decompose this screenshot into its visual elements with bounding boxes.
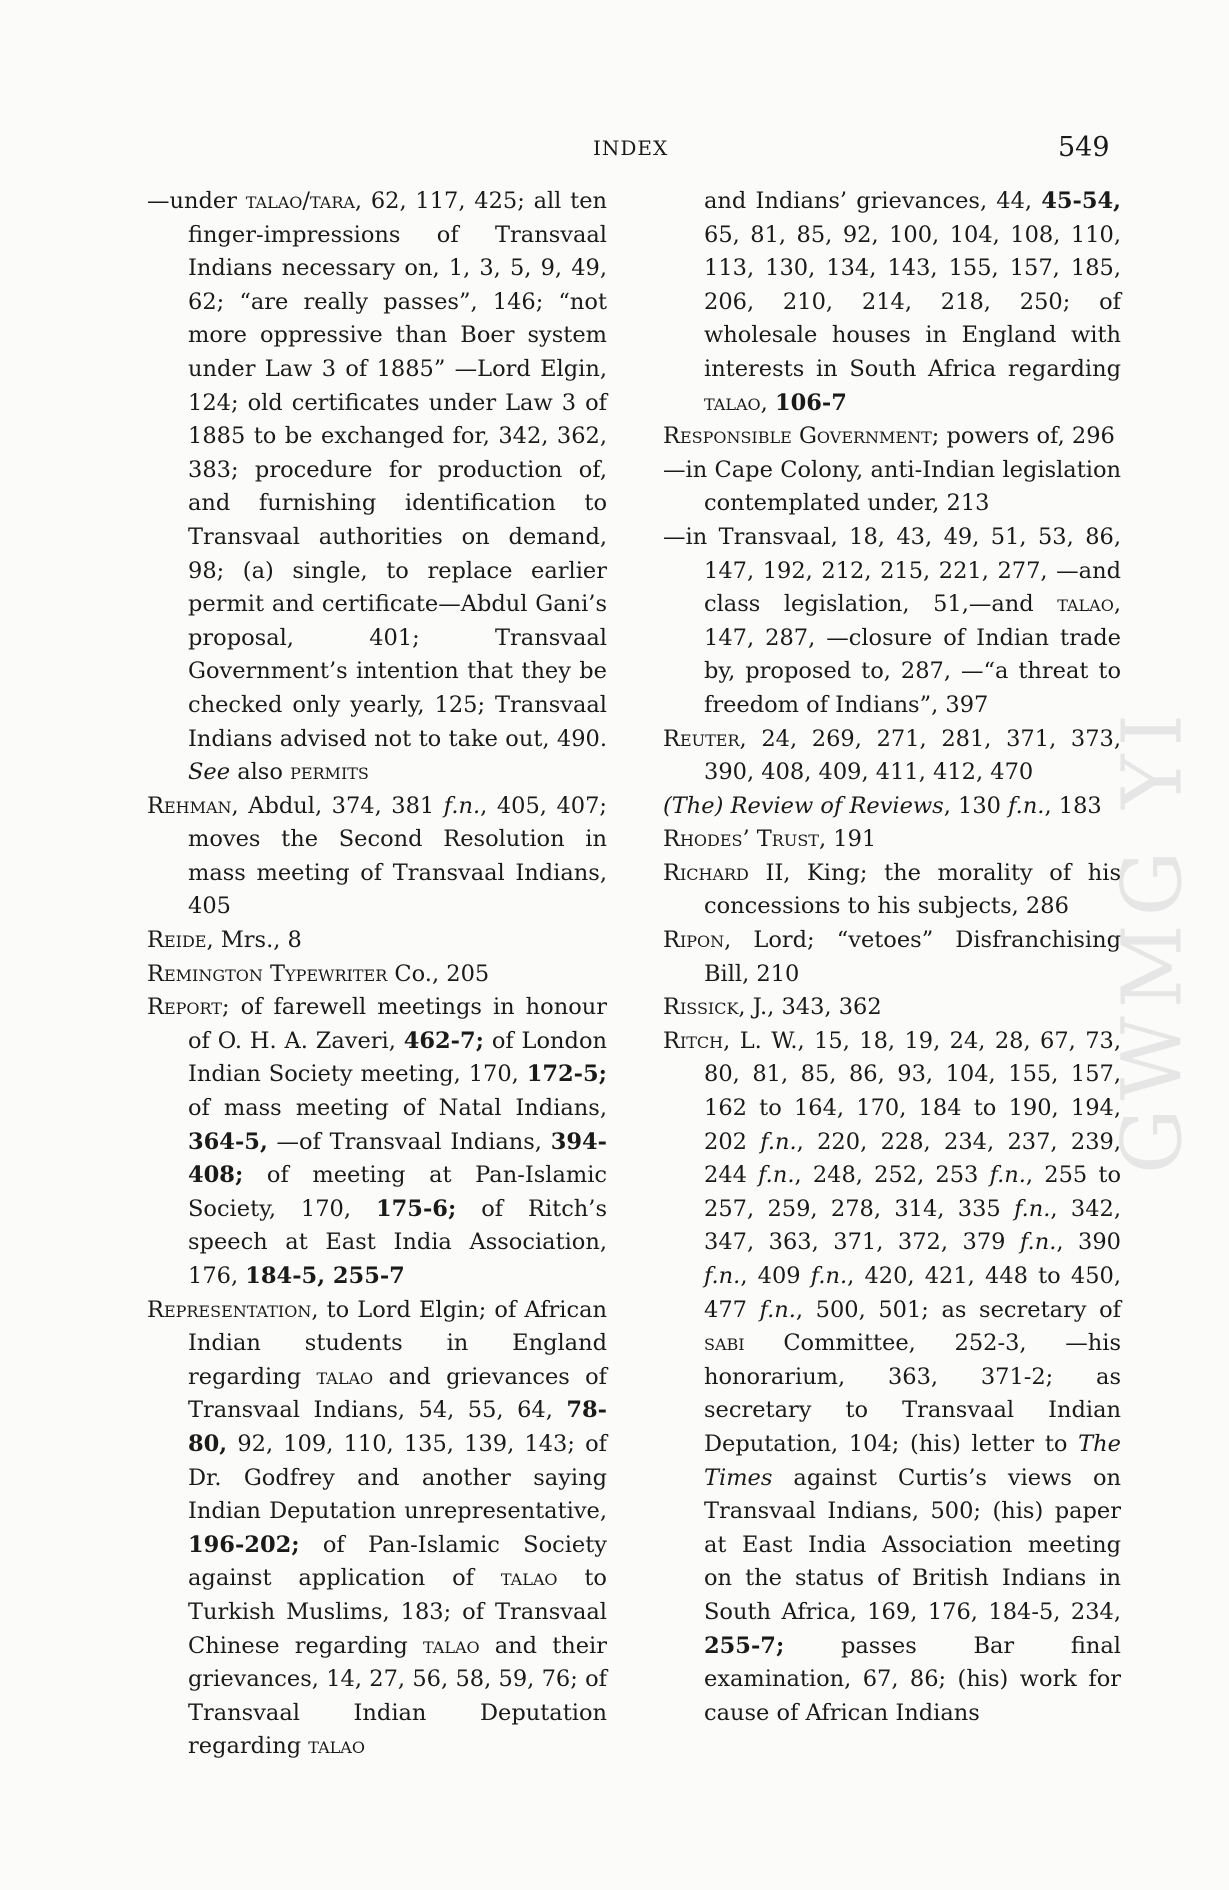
entry-text: , L. W., 15, 18, 19, 24, 28, 67, 73, 80, 81, 85, 86, 93, 104, 155, 157, 162 to 164, 170, 184 to 190, 194, 202 [704, 1027, 1121, 1155]
entry-text: , [760, 389, 775, 416]
entry-text: of meeting at Pan-Islamic Society, 170, [188, 1162, 607, 1222]
entry-text: 364-5, [188, 1128, 268, 1155]
entry-text: , 500, 501; as secretary of [795, 1296, 1121, 1323]
entry-text: ; powers of, 296 [931, 423, 1115, 450]
entry-text: , 220, 228, 234, 237, 239, 244 [704, 1128, 1121, 1189]
entry-text: against Curtis’s views on Transvaal Indians, 500; (his) paper at East India Association meeting on the status of British Indians in South Africa, 169, 176, 184-5, 234, [704, 1464, 1121, 1625]
page-number: 549 [1058, 132, 1110, 163]
entry-text: 255-7; [704, 1632, 785, 1659]
entry-text: , 420, 421, 448 to 450, 477 [704, 1263, 1121, 1323]
entry-text: , Abdul, 374, 381 [231, 792, 444, 819]
entry-text: —in Cape Colony, anti-Indian legislation contemplated under, 213 [663, 456, 1121, 517]
entry-text: See [188, 759, 231, 786]
entry-text: Report [147, 994, 222, 1021]
index-entry-ritch [663, 1025, 1121, 1730]
index-entry-continued [663, 185, 1121, 420]
index-entry-cape-colony [663, 454, 1121, 521]
entry-text: to Turkish Muslims, 183; of Transvaal Chinese regarding [188, 1565, 607, 1659]
entry-text: talao [422, 1632, 480, 1659]
entry-text: f.n. [758, 1162, 795, 1189]
entry-text: Remington Typewriter [147, 960, 388, 987]
entry-text: Reide [147, 927, 207, 954]
entry-text: of Pan-Islamic Society against application of [188, 1531, 607, 1592]
entry-text: , to Lord Elgin; of African Indian students in England regarding [188, 1296, 607, 1390]
entry-text: , J., 343, 362 [738, 994, 882, 1021]
entry-text: talao [1057, 591, 1114, 618]
entry-text: —of Transvaal Indians, [267, 1128, 551, 1155]
index-entry-reuter [663, 723, 1121, 790]
entry-text: f.n. [810, 1263, 848, 1289]
entry-text: , 24, 269, 271, 281, 371, 373, 390, 408, 409, 411, 412, 470 [704, 725, 1121, 786]
entry-text: 45-54, [1041, 188, 1121, 214]
entry-text: , 183 [1044, 792, 1102, 819]
entry-text: Ripon [663, 927, 725, 954]
entry-text: of London Indian Society meeting, 170, [188, 1027, 607, 1088]
entry-text: 92, 109, 110, 135, 139, 143; of Dr. Godfrey and another saying Indian Deputation unrepresentative, [188, 1430, 607, 1525]
entry-text: , 342, 347, 363, 371, 372, 379 [704, 1195, 1121, 1256]
entry-text: permits [290, 759, 369, 786]
entry-text: 65, 81, 85, 92, 100, 104, 108, 110, 113, 130, 134, 143, 155, 157, 185, 206, 210, 214, 218, 250; of wholesale houses in England with interests in South Africa regarding [704, 221, 1121, 382]
entry-text: Co., 205 [387, 960, 490, 987]
entry-text: 172-5; [526, 1061, 607, 1088]
entry-text: and Indians’ grievances, 44, [704, 188, 1042, 214]
entry-text: Rhodes’ Trust [663, 826, 819, 853]
entry-text: Representation [147, 1296, 312, 1323]
entry-text: sabi [704, 1330, 745, 1357]
entry-text: and grievances of Transvaal Indians, 54, 55, 64, [188, 1363, 608, 1424]
index-entry-rissick [663, 991, 1121, 1025]
entry-text: talao [704, 389, 761, 416]
entry-text: Reuter [663, 725, 740, 752]
entry-text: 462-7; [403, 1027, 484, 1054]
index-entry-under-talao [147, 185, 607, 790]
page-header [0, 132, 1229, 172]
index-column-left [147, 185, 607, 1764]
running-head: INDEX [593, 136, 669, 160]
index-column-right [663, 185, 1121, 1730]
index-entry-reide [147, 924, 607, 958]
entry-text: 106-7 [774, 389, 847, 416]
entry-text: of mass meeting of Natal Indians, [188, 1095, 607, 1122]
entry-text: , 248, 252, 253 [794, 1162, 990, 1189]
entry-text: II, King; the morality of his concessions to his subjects, 286 [704, 859, 1121, 920]
entry-text: Responsible Government [663, 423, 932, 450]
entry-text: —under [147, 188, 246, 214]
entry-text: Rehman [147, 792, 232, 819]
entry-text: 196-202; [188, 1531, 300, 1558]
entry-text: , 409 [740, 1263, 811, 1289]
index-entry-remington [147, 958, 607, 992]
entry-text: , Lord; “vetoes” Disfranchising Bill, 210 [704, 927, 1121, 987]
index-entry-review-of-reviews [663, 790, 1121, 824]
entry-text: of Ritch’s speech at East India Association, 176, [188, 1195, 607, 1289]
entry-text: Richard [663, 859, 749, 886]
entry-text: , 255 to 257, 259, 278, 314, 335 [704, 1162, 1121, 1222]
index-entry-ripon [663, 924, 1121, 991]
entry-text: The Times [704, 1430, 1121, 1491]
entry-text: 394-408; [188, 1128, 607, 1189]
entry-text: f.n. [704, 1263, 741, 1289]
entry-text: , 62, 117, 425; all ten finger-impressions of Transvaal Indians necessary on, 1, 3, 5, 9, 49, 62; “are really passes”, 146; “not more oppressive than Boer system under Law 3 of 1885” —Lord Elgin, 124; old certificates under Law 3 of 1885 to be exchanged for, 342, 362, 383; procedure for production of, and furnishing identification to Transvaal authorities on demand, 98; (a) single, to replace earlier permit and certificate—Abdul Gani’s proposal, 401; Transvaal Government’s intention that they be checked only yearly, 125; Transvaal Indians advised not to take out, 490. [188, 188, 607, 752]
entry-text: Ritch [663, 1027, 724, 1054]
entry-text: talao [500, 1565, 558, 1592]
index-entry-transvaal [663, 521, 1121, 723]
entry-text: Rissick [663, 994, 739, 1021]
entry-text: ; of farewell meetings in honour of O. H. A. Zaveri, [188, 994, 607, 1054]
entry-text: 78-80, [188, 1397, 607, 1457]
index-entry-report [147, 991, 607, 1293]
entry-text: 184-5, 255-7 [245, 1263, 405, 1289]
entry-text: f.n. [759, 1296, 796, 1323]
entry-text: (The) Review of Reviews [663, 792, 944, 819]
entry-text: talao/tara [245, 188, 355, 214]
entry-text: talao [308, 1733, 365, 1760]
entry-text: f.n. [443, 792, 481, 819]
index-entry-richard-ii [663, 857, 1121, 924]
entry-text: also [230, 759, 291, 786]
entry-text: , 390 [1056, 1229, 1121, 1256]
entry-text: Committee, 252-3, —his honorarium, 363, 371-2; as secretary to Transvaal Indian Deputation, 104; (his) letter to [704, 1330, 1121, 1457]
entry-text: passes Bar final examination, 67, 86; (his) work for cause of African Indians [704, 1632, 1121, 1726]
entry-text: f.n. [1008, 792, 1045, 819]
entry-text: and their grievances, 14, 27, 56, 58, 59, 76; of Transvaal Indian Deputation regarding [188, 1632, 607, 1760]
index-entry-representation [147, 1294, 607, 1764]
watermark: GWMG YI [1105, 706, 1201, 1174]
index-entry-rhodes-trust [663, 823, 1121, 857]
entry-text: f.n. [760, 1128, 797, 1155]
entry-text: —in Transvaal, 18, 43, 49, 51, 53, 86, 147, 192, 212, 215, 221, 277, —and class legislation, 51,—and [663, 523, 1121, 618]
entry-text: , 147, 287, —closure of Indian trade by, proposed to, 287, —“a threat to freedom of Indians”, 397 [704, 591, 1121, 718]
entry-text: 175-6; [375, 1195, 457, 1222]
entry-text: , Mrs., 8 [206, 927, 302, 954]
index-entry-responsible-government [663, 420, 1121, 454]
entry-text: f.n. [989, 1162, 1026, 1189]
entry-text: f.n. [1014, 1195, 1051, 1222]
entry-text: , 130 [943, 792, 1009, 819]
entry-text: talao [316, 1363, 374, 1390]
entry-text: f.n. [1020, 1229, 1057, 1256]
index-entry-rehman [147, 790, 607, 924]
entry-text: , 191 [818, 826, 877, 853]
entry-text: , 405, 407; moves the Second Resolution in mass meeting of Transvaal Indians, 405 [188, 792, 607, 920]
